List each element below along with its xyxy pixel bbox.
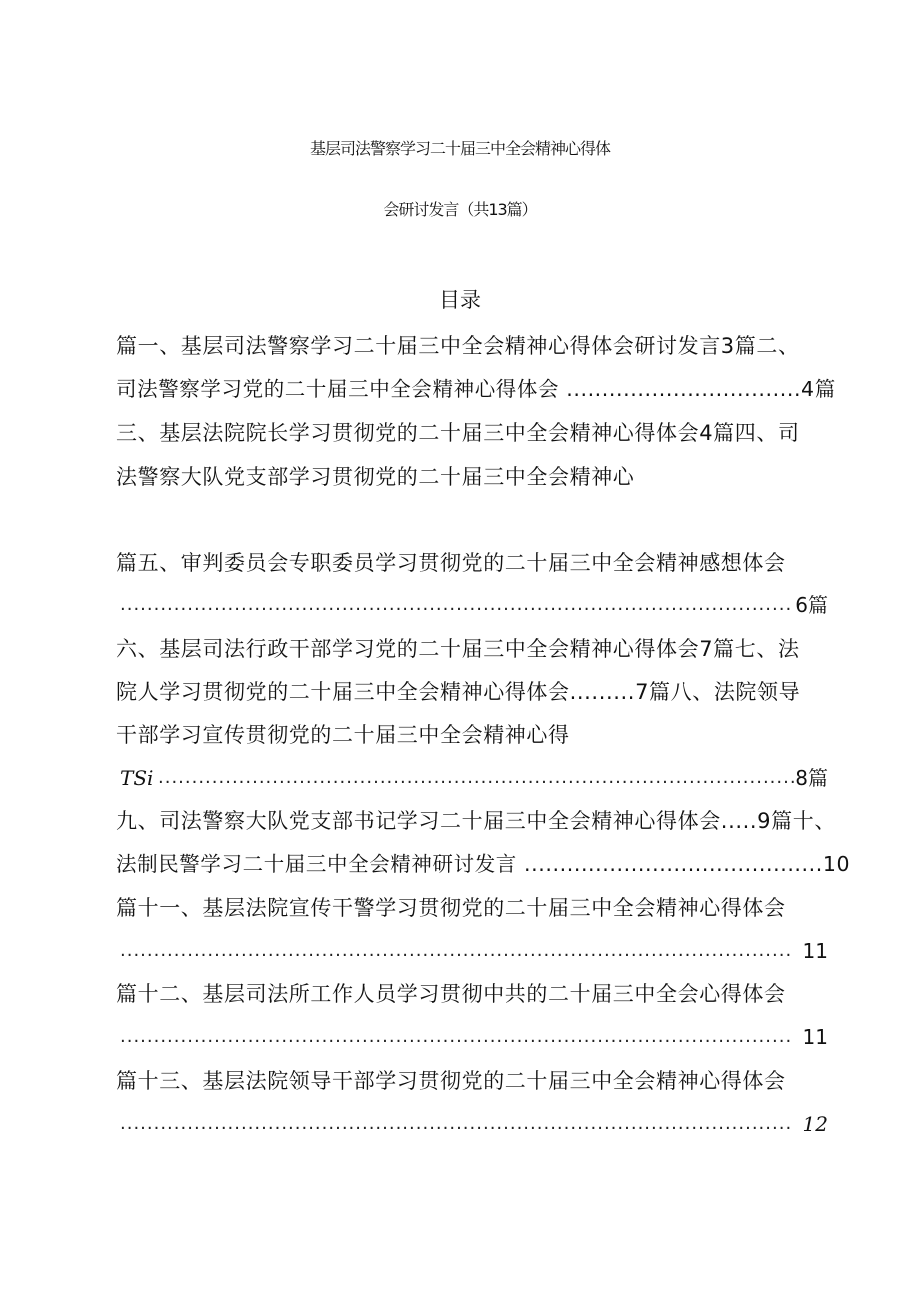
toc-leader-row[interactable] (120, 1109, 828, 1139)
document-title-line-1: 基层司法警察学习二十届三中全会精神心得体 (309, 139, 610, 158)
toc-heading: 目录 (439, 288, 481, 312)
toc-line[interactable]: 篇五、审判委员会专职委员学习贯彻党的二十届三中全会精神感想体会 (116, 551, 786, 575)
toc-line[interactable]: 六、基层司法行政干部学习党的二十届三中全会精神心得体会7篇七、法 (116, 637, 800, 661)
page-number: 6篇 (795, 593, 828, 617)
toc-line[interactable]: 篇十二、基层司法所工作人员学习贯彻中共的二十届三中全会心得体会 (116, 982, 786, 1006)
toc-line[interactable]: 篇一、基层司法警察学习二十届三中全会精神心得体会研讨发言3篇二、 (116, 334, 800, 358)
leader-prefix: TSi (120, 766, 154, 790)
toc-line[interactable]: 篇十三、基层法院领导干部学习贯彻党的二十届三中全会精神心得体会 (116, 1069, 786, 1093)
page-number: 11 (802, 939, 828, 963)
page-number: 12 (802, 1112, 828, 1136)
toc-line[interactable]: 司法警察学习党的二十届三中全会精神心得体会 .................................4篇 (116, 377, 836, 401)
page-number: 8篇 (795, 766, 828, 790)
toc-leader-row[interactable] (120, 763, 828, 793)
leader-dots (120, 590, 794, 620)
leader-dots (120, 1109, 794, 1139)
toc-line[interactable]: 法警察大队党支部学习贯彻党的二十届三中全会精神心 (116, 465, 635, 489)
toc-leader-row[interactable] (120, 590, 828, 620)
toc-line[interactable]: 九、司法警察大队党支部书记学习二十届三中全会精神心得体会.....9篇十、 (116, 809, 836, 833)
leader-dots (120, 1022, 794, 1052)
leader-dots (158, 763, 794, 793)
toc-leader-row[interactable] (120, 936, 828, 966)
toc-line[interactable]: 干部学习宣传贯彻党的二十届三中全会精神心得 (116, 723, 570, 747)
leader-dots (120, 936, 794, 966)
toc-line[interactable]: 院人学习贯彻党的二十届三中全会精神心得体会.........7篇八、法院领导 (116, 680, 801, 704)
document-title-line-2: 会研讨发言（共13篇） (383, 200, 537, 219)
toc-leader-row[interactable] (120, 1022, 828, 1052)
toc-line[interactable]: 三、基层法院院长学习贯彻党的二十届三中全会精神心得体会4篇四、司 (116, 421, 800, 445)
toc-line[interactable]: 篇十一、基层法院宣传干警学习贯彻党的二十届三中全会精神心得体会 (116, 896, 786, 920)
page-number: 11 (802, 1025, 828, 1049)
toc-line[interactable]: 法制民警学习二十届三中全会精神研讨发言 ..........................................10 (116, 852, 851, 876)
